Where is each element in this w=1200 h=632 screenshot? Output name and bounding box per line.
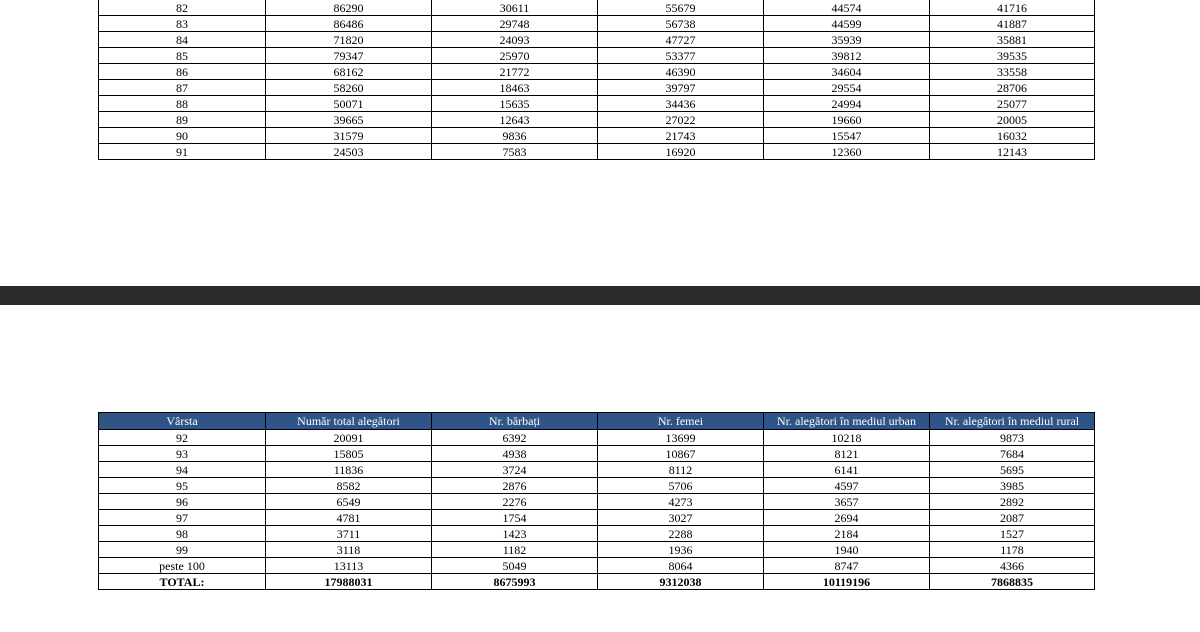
table-cell: 3118 (266, 542, 432, 558)
table-cell: 89 (99, 112, 266, 128)
table-cell: 28706 (930, 80, 1095, 96)
table-cell: 88 (99, 96, 266, 112)
table-row (99, 48, 1095, 64)
table-cell: 41716 (930, 0, 1095, 16)
table-cell: 86290 (266, 0, 432, 16)
table-cell: 2276 (432, 494, 598, 510)
header-urban-voters: Nr. alegători în mediul urban (764, 413, 930, 430)
table-header (99, 413, 1095, 430)
table-cell: 95 (99, 478, 266, 494)
table-cell: 24093 (432, 32, 598, 48)
table-cell: 35881 (930, 32, 1095, 48)
table-row (99, 64, 1095, 80)
table-cell: 30611 (432, 0, 598, 16)
table-row (99, 430, 1095, 446)
table-cell: 7684 (930, 446, 1095, 462)
table-cell: 25077 (930, 96, 1095, 112)
table-cell: 8121 (764, 446, 930, 462)
table-cell: 6141 (764, 462, 930, 478)
table-cell: 3657 (764, 494, 930, 510)
table-cell: 5706 (598, 478, 764, 494)
table-cell: 33558 (930, 64, 1095, 80)
table-cell: 21743 (598, 128, 764, 144)
table-cell: 39812 (764, 48, 930, 64)
table-cell: 39665 (266, 112, 432, 128)
table-cell: 44599 (764, 16, 930, 32)
table-cell: 29748 (432, 16, 598, 32)
table-row (99, 80, 1095, 96)
table-cell: 58260 (266, 80, 432, 96)
table-cell: 4366 (930, 558, 1095, 574)
header-rural-voters: Nr. alegători în mediul rural (930, 413, 1095, 430)
table-cell: 84 (99, 32, 266, 48)
table-cell: 1527 (930, 526, 1095, 542)
table-cell: 9312038 (598, 574, 764, 590)
table-row (99, 16, 1095, 32)
header-age: Vârsta (99, 413, 266, 430)
table-cell: 5049 (432, 558, 598, 574)
table-cell: 86 (99, 64, 266, 80)
voters-table-bottom (98, 412, 1095, 590)
voters-table-top (98, 0, 1095, 160)
table-cell: 56738 (598, 16, 764, 32)
table-cell: 8064 (598, 558, 764, 574)
table-cell: 79347 (266, 48, 432, 64)
table-cell: 2876 (432, 478, 598, 494)
table-cell: 2087 (930, 510, 1095, 526)
table-cell: 20005 (930, 112, 1095, 128)
table-cell: 35939 (764, 32, 930, 48)
table-cell: 15547 (764, 128, 930, 144)
table-cell: 94 (99, 462, 266, 478)
table-cell: 39797 (598, 80, 764, 96)
table-cell: 82 (99, 0, 266, 16)
table-cell: 87 (99, 80, 266, 96)
table-cell: 12643 (432, 112, 598, 128)
document-page-bottom (0, 305, 1200, 632)
table-cell: 4781 (266, 510, 432, 526)
table-cell: 1178 (930, 542, 1095, 558)
table-row (99, 144, 1095, 160)
document-page-top (0, 0, 1200, 286)
table-cell: 3027 (598, 510, 764, 526)
table-cell: 39535 (930, 48, 1095, 64)
table-cell: 93 (99, 446, 266, 462)
table-cell: 44574 (764, 0, 930, 16)
table-cell: 92 (99, 430, 266, 446)
table-cell: 25970 (432, 48, 598, 64)
table-cell: 9836 (432, 128, 598, 144)
table-cell: 99 (99, 542, 266, 558)
table-cell: 27022 (598, 112, 764, 128)
table-row (99, 478, 1095, 494)
table-cell: 86486 (266, 16, 432, 32)
header-men: Nr. bărbați (432, 413, 598, 430)
table-cell: 7583 (432, 144, 598, 160)
table-cell: 4597 (764, 478, 930, 494)
table-cell: 50071 (266, 96, 432, 112)
table-cell: 11836 (266, 462, 432, 478)
table-cell: 85 (99, 48, 266, 64)
table-cell: peste 100 (99, 558, 266, 574)
table-cell: 83 (99, 16, 266, 32)
table-cell: 10119196 (764, 574, 930, 590)
table-cell: 91 (99, 144, 266, 160)
table-cell: 2288 (598, 526, 764, 542)
table-cell: 10218 (764, 430, 930, 446)
table-cell: 18463 (432, 80, 598, 96)
table-cell: 8675993 (432, 574, 598, 590)
table-cell: 34436 (598, 96, 764, 112)
table-row (99, 462, 1095, 478)
table-cell: 16032 (930, 128, 1095, 144)
table-cell: 24994 (764, 96, 930, 112)
table-cell: 53377 (598, 48, 764, 64)
table-cell: 4938 (432, 446, 598, 462)
table-cell: 13113 (266, 558, 432, 574)
table-cell: 1940 (764, 542, 930, 558)
table-cell: 16920 (598, 144, 764, 160)
table-cell: 12360 (764, 144, 930, 160)
table-cell: 90 (99, 128, 266, 144)
table-cell: 17988031 (266, 574, 432, 590)
table-row (99, 112, 1095, 128)
table-cell: 20091 (266, 430, 432, 446)
table-cell: 13699 (598, 430, 764, 446)
table-row (99, 0, 1095, 16)
table-cell: 98 (99, 526, 266, 542)
header-total-voters: Număr total alegători (266, 413, 432, 430)
header-women: Nr. femei (598, 413, 764, 430)
table-cell: 31579 (266, 128, 432, 144)
table-cell: TOTAL: (99, 574, 266, 590)
table-cell: 15635 (432, 96, 598, 112)
table-cell: 1754 (432, 510, 598, 526)
table-cell: 3724 (432, 462, 598, 478)
page-separator (0, 286, 1200, 305)
table-row (99, 96, 1095, 112)
table-row (99, 510, 1095, 526)
table-cell: 1182 (432, 542, 598, 558)
table-cell: 3711 (266, 526, 432, 542)
table-cell: 41887 (930, 16, 1095, 32)
voters-table-top-body (99, 0, 1095, 160)
table-cell: 97 (99, 510, 266, 526)
table-cell: 3985 (930, 478, 1095, 494)
table-row (99, 494, 1095, 510)
table-cell: 5695 (930, 462, 1095, 478)
table-cell: 47727 (598, 32, 764, 48)
table-cell: 6392 (432, 430, 598, 446)
table-cell: 55679 (598, 0, 764, 16)
table-cell: 1936 (598, 542, 764, 558)
total-row (99, 574, 1095, 590)
table-cell: 8582 (266, 478, 432, 494)
table-cell: 29554 (764, 80, 930, 96)
table-row (99, 542, 1095, 558)
table-row (99, 32, 1095, 48)
table-cell: 2892 (930, 494, 1095, 510)
table-row (99, 526, 1095, 542)
table-cell: 2184 (764, 526, 930, 542)
table-cell: 7868835 (930, 574, 1095, 590)
table-cell: 15805 (266, 446, 432, 462)
table-cell: 96 (99, 494, 266, 510)
table-row (99, 558, 1095, 574)
table-row (99, 128, 1095, 144)
table-cell: 4273 (598, 494, 764, 510)
table-cell: 8747 (764, 558, 930, 574)
table-cell: 24503 (266, 144, 432, 160)
table-cell: 10867 (598, 446, 764, 462)
table-cell: 8112 (598, 462, 764, 478)
table-cell: 1423 (432, 526, 598, 542)
table-cell: 21772 (432, 64, 598, 80)
table-cell: 71820 (266, 32, 432, 48)
table-cell: 34604 (764, 64, 930, 80)
header-row (99, 413, 1095, 430)
table-cell: 2694 (764, 510, 930, 526)
table-cell: 6549 (266, 494, 432, 510)
table-cell: 12143 (930, 144, 1095, 160)
table-cell: 46390 (598, 64, 764, 80)
table-cell: 68162 (266, 64, 432, 80)
table-cell: 19660 (764, 112, 930, 128)
table-cell: 9873 (930, 430, 1095, 446)
voters-table-bottom-body (99, 430, 1095, 590)
table-row (99, 446, 1095, 462)
